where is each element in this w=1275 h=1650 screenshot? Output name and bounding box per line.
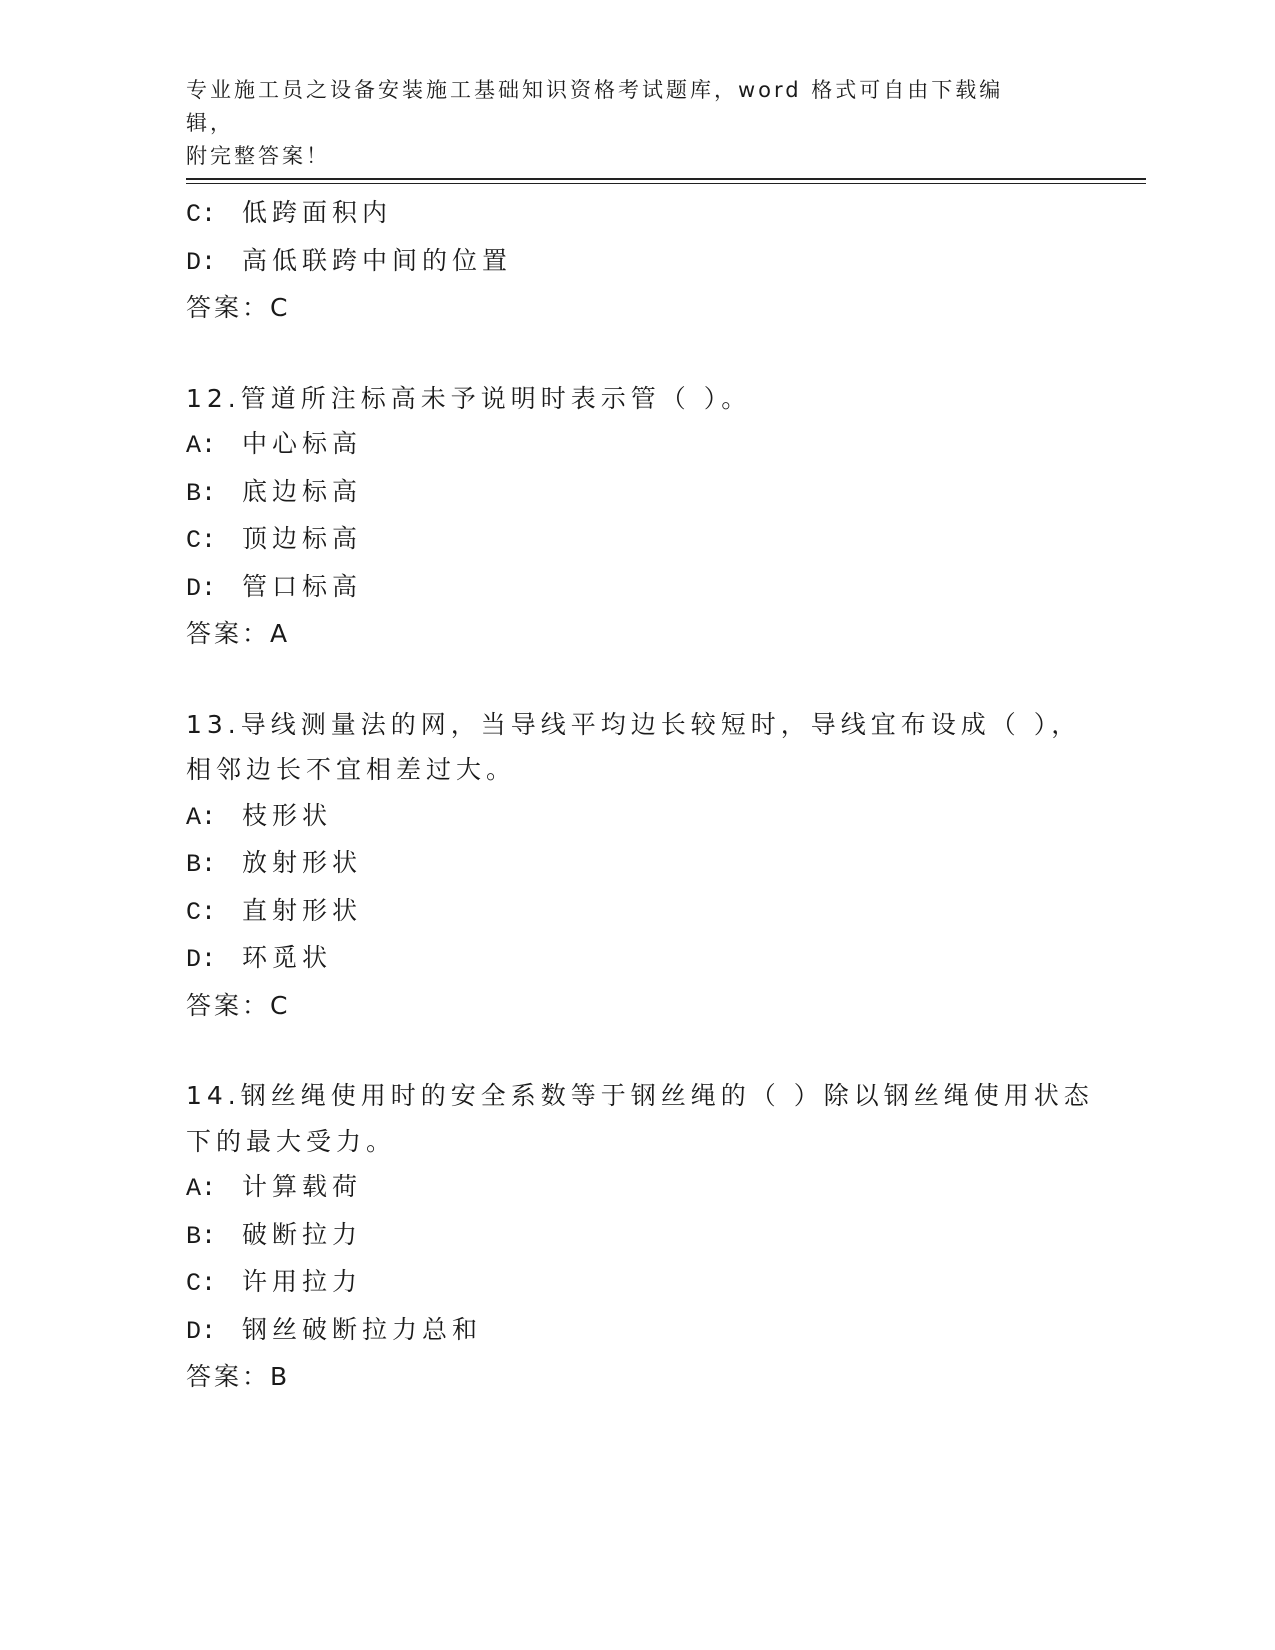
- option-text: 管口标高: [242, 571, 363, 601]
- option-d: [186, 238, 1086, 286]
- option-letter: C:: [186, 1269, 217, 1298]
- option-d: [186, 935, 1086, 983]
- question-stem-continued: 下的最大受力。: [186, 1126, 397, 1156]
- option-letter: A:: [186, 802, 217, 832]
- option-letter: A:: [186, 431, 217, 460]
- option-c: [186, 1259, 1086, 1307]
- option-letter: A:: [186, 1174, 217, 1203]
- option-letter: D:: [186, 1316, 217, 1346]
- option-text: 中心标高: [242, 429, 363, 458]
- option-text: 许用拉力: [242, 1267, 363, 1296]
- option-letter: D:: [186, 945, 217, 974]
- answer-line: 答案：A: [186, 619, 291, 648]
- option-text: 底边标高: [242, 476, 363, 506]
- option-d: [186, 1307, 1086, 1355]
- option-letter: B:: [186, 850, 217, 879]
- option-letter: C:: [186, 897, 217, 927]
- divider-line-thick: [186, 178, 1146, 180]
- header-divider: [186, 178, 1146, 184]
- question-stem: 12.管道所注标高未予说明时表示管（ ）。: [186, 383, 752, 413]
- option-text: 高低联跨中间的位置: [242, 245, 513, 275]
- option-text: 破断拉力: [242, 1219, 363, 1249]
- option-a: [186, 793, 1086, 841]
- option-letter: C:: [186, 526, 217, 555]
- option-text: 枝形状: [242, 800, 333, 830]
- option-text: 放射形状: [242, 848, 363, 877]
- option-text: 直射形状: [242, 895, 363, 925]
- divider-line-thin: [186, 183, 1146, 184]
- question-14: [186, 1073, 1094, 1400]
- option-b: [186, 1212, 1086, 1260]
- header-line-1: 专业施工员之设备安装施工基础知识资格考试题库，word 格式可自由下载编辑，: [186, 78, 1004, 135]
- option-c: [186, 516, 1086, 564]
- option-b: [186, 469, 1086, 517]
- option-a: [186, 421, 1086, 469]
- option-d: [186, 564, 1086, 612]
- option-c: [186, 888, 1086, 936]
- answer-line: 答案：C: [186, 990, 291, 1020]
- document-header: [186, 74, 1036, 173]
- option-a: [186, 1164, 1086, 1212]
- option-letter: D:: [186, 247, 217, 277]
- option-text: 低跨面积内: [242, 198, 393, 227]
- option-letter: D:: [186, 573, 217, 603]
- question-list: [186, 190, 1094, 1400]
- answer-line: 答案：C: [186, 293, 291, 322]
- question-stem: 14.钢丝绳使用时的安全系数等于钢丝绳的（ ）除以钢丝绳使用状态: [186, 1081, 1094, 1110]
- option-letter: B:: [186, 478, 217, 508]
- option-c: [186, 190, 1086, 238]
- option-letter: C:: [186, 200, 217, 229]
- question-13: [186, 702, 1086, 1029]
- option-text: 顶边标高: [242, 524, 363, 553]
- option-text: 计算载荷: [242, 1172, 363, 1201]
- question-stem: 13.导线测量法的网，当导线平均边长较短时，导线宜布设成（ ），: [186, 709, 1082, 739]
- option-b: [186, 840, 1086, 888]
- question-stem-continued: 相邻边长不宜相差过大。: [186, 755, 517, 784]
- question-11-continuation: [186, 190, 1086, 331]
- question-12: [186, 376, 1086, 657]
- option-text: 钢丝破断拉力总和: [242, 1314, 483, 1344]
- option-text: 环觅状: [242, 943, 333, 972]
- header-line-2: 附完整答案！: [186, 144, 330, 168]
- answer-line: 答案：B: [186, 1362, 291, 1391]
- option-letter: B:: [186, 1221, 217, 1251]
